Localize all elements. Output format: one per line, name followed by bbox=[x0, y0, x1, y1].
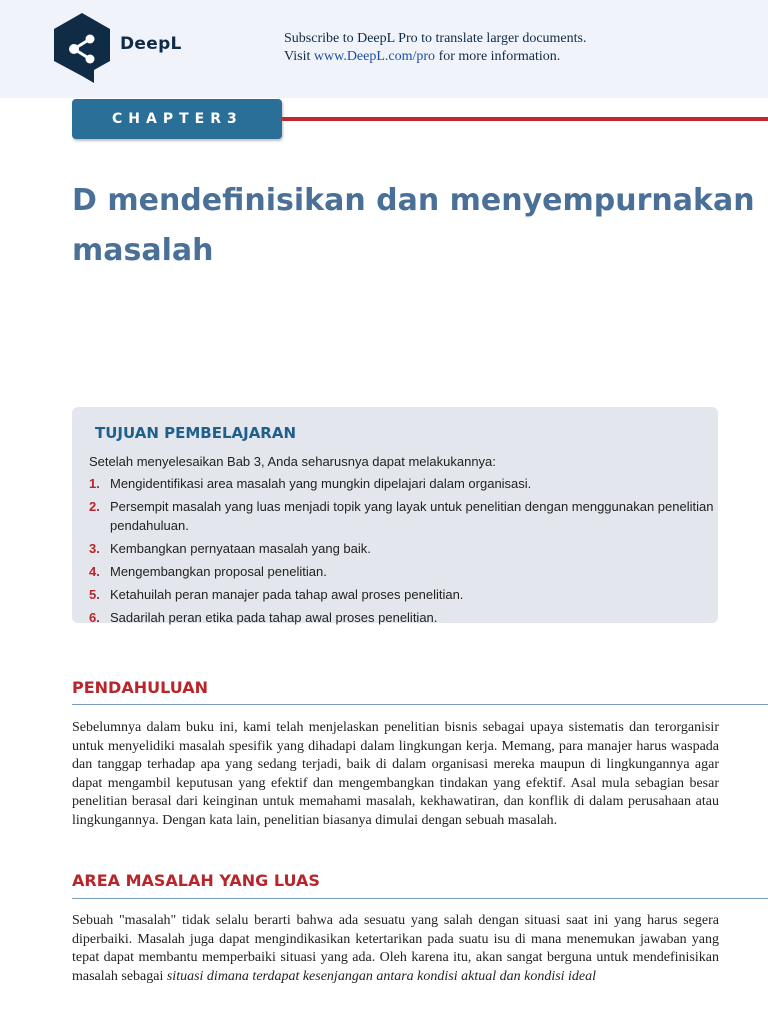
chapter-divider bbox=[282, 117, 768, 121]
deepl-pro-link[interactable]: www.DeepL.com/pro bbox=[313, 49, 436, 64]
promo-text bbox=[284, 30, 586, 66]
learning-objectives-box bbox=[72, 407, 718, 623]
brand-name: DeepL bbox=[120, 34, 182, 54]
objective-number: 5. bbox=[89, 587, 100, 602]
section-divider bbox=[72, 704, 768, 705]
objectives-heading: TUJUAN PEMBELAJARAN bbox=[95, 424, 297, 442]
section-divider bbox=[72, 898, 768, 899]
promo-tail: for more information. bbox=[435, 49, 561, 64]
deepl-banner bbox=[0, 0, 768, 98]
promo-line-1: Subscribe to DeepL Pro to translate larger documents. bbox=[284, 31, 587, 46]
promo-visit: Visit bbox=[284, 49, 314, 64]
objective-item bbox=[89, 585, 714, 604]
objective-text: Ketahuilah peran manajer pada tahap awal proses penelitian. bbox=[110, 587, 464, 602]
section-heading-pendahuluan: PENDAHULUAN bbox=[72, 678, 208, 697]
objective-text: Persempit masalah yang luas menjadi topik yang layak untuk penelitian dengan menggunakan penelitian pendahuluan. bbox=[110, 499, 714, 533]
section-body-area-masalah bbox=[72, 912, 719, 986]
objective-item bbox=[89, 539, 714, 558]
promo-line-2 bbox=[284, 48, 586, 66]
objective-item bbox=[89, 562, 714, 581]
objective-item bbox=[89, 608, 714, 627]
deepl-logo-icon bbox=[54, 13, 110, 85]
objectives-intro: Setelah menyelesaikan Bab 3, Anda seharusnya dapat melakukannya: bbox=[89, 454, 496, 469]
objective-item bbox=[89, 497, 714, 535]
objective-number: 1. bbox=[89, 476, 100, 491]
section-body-text: Sebuah "masalah" tidak selalu berarti bahwa ada sesuatu yang salah dengan situasi saat ini yang harus segera diperbaiki. Masalah juga dapat mengindikasikan ketertarikan pada suatu isu di mana menemukan jawaban yang tepat dapat membantu memperbaiki situasi yang ada. Oleh karena itu, akan sangat berguna untuk mendefinisikan masalah sebagai bbox=[72, 913, 719, 984]
objective-text: Sadarilah peran etika pada tahap awal proses penelitian. bbox=[110, 610, 438, 625]
chapter-title: D mendefinisikan dan menyempurnakan masalah bbox=[72, 183, 755, 268]
section-heading-area-masalah: AREA MASALAH YANG LUAS bbox=[72, 871, 320, 890]
objective-item bbox=[89, 474, 714, 493]
section-body-pendahuluan: Sebelumnya dalam buku ini, kami telah menjelaskan penelitian bisnis sebagai upaya sistematis dan terorganisir untuk menyelidiki masalah spesifik yang dihadapi dalam lingkungan kerja. Memang, para manajer harus waspada dan tanggap terhadap apa yang sedang terjadi, baik di dalam organisasi mereka maupun di lingkungannya agar dapat mengambil keputusan yang efektif dan mengembangkan tindakan yang efektif. Asal mula sebagian besar penelitian berasal dari keinginan untuk memahami masalah, kekhawatiran, dan konflik di dalam perusahaan atau lingkungannya. Dengan kata lain, penelitian biasanya dimulai dengan sebuah masalah. bbox=[72, 720, 719, 828]
section-body-italic: situasi dimana terdapat kesenjangan antara kondisi aktual dan kondisi ideal bbox=[166, 968, 597, 984]
objective-text: Mengidentifikasi area masalah yang mungkin dipelajari dalam organisasi. bbox=[110, 476, 532, 491]
objective-number: 4. bbox=[89, 564, 100, 579]
objective-number: 2. bbox=[89, 499, 100, 514]
objective-text: Kembangkan pernyataan masalah yang baik. bbox=[110, 541, 371, 556]
objective-number: 3. bbox=[89, 541, 100, 556]
objective-text: Mengembangkan proposal penelitian. bbox=[110, 564, 327, 579]
objective-number: 6. bbox=[89, 610, 100, 625]
chapter-badge: CHAPTER3 bbox=[72, 99, 282, 139]
objectives-list bbox=[89, 474, 714, 631]
